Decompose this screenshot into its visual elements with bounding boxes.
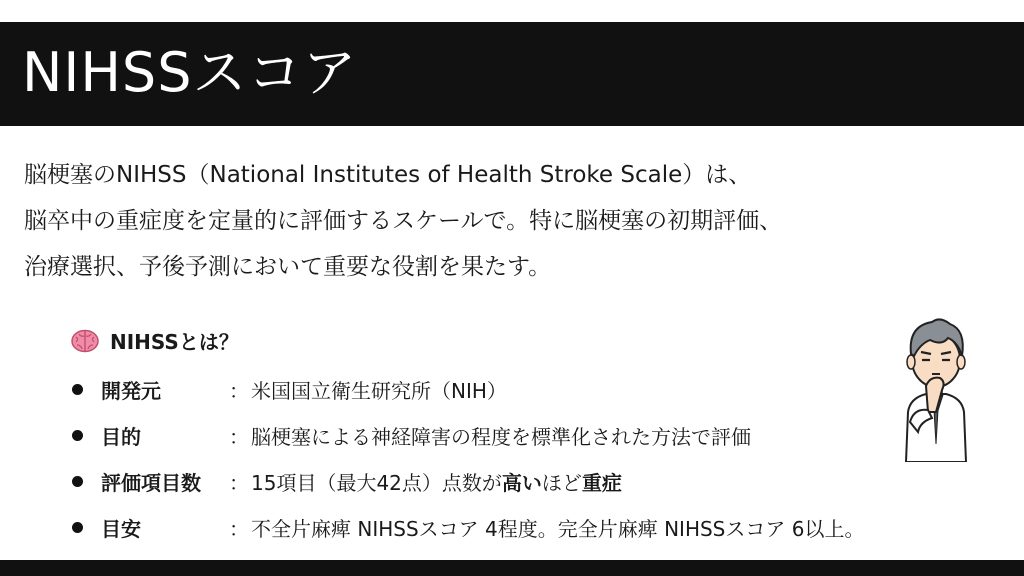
bottom-bar <box>0 560 1024 576</box>
item-label-developer: 開発元 <box>101 378 161 403</box>
info-list <box>72 366 1012 550</box>
sub-heading-text: NIHSSとは？ <box>110 330 239 354</box>
intro-line-1: 脳梗塞のNIHSS（National Institutes of Health Stroke Scale）は、 <box>24 162 752 188</box>
list-item <box>72 412 1012 458</box>
bullet-icon <box>72 430 83 441</box>
bullet-icon <box>72 476 83 487</box>
list-item <box>72 366 1012 412</box>
thinking-doctor-illustration <box>896 312 976 462</box>
item-colon: ： <box>229 516 249 541</box>
bullet-icon <box>72 522 83 533</box>
brain-icon <box>70 328 100 354</box>
item-label-purpose: 目的 <box>101 424 141 449</box>
item-colon: ： <box>229 470 249 495</box>
bullet-icon <box>72 384 83 395</box>
item-count-text-mid: ほど <box>541 470 582 495</box>
intro-paragraph <box>24 152 1004 290</box>
intro-line-3: 治療選択、予後予測において重要な役割を果たす。 <box>24 254 552 280</box>
sub-heading <box>70 326 239 355</box>
list-item <box>72 504 1012 550</box>
item-count-emphasis-high: 高い <box>501 470 542 495</box>
page-title: NIHSSスコア <box>22 41 358 104</box>
item-count-text: 15項目（最大42点）点数が <box>251 470 502 495</box>
item-value-developer: 米国国立衛生研究所（NIH） <box>251 378 507 403</box>
intro-line-2: 脳卒中の重症度を定量的に評価するスケールで。特に脳梗塞の初期評価、 <box>24 208 783 234</box>
item-colon: ： <box>229 378 249 403</box>
item-value-purpose: 脳梗塞による神経障害の程度を標準化された方法で評価 <box>251 424 751 449</box>
top-margin <box>0 0 1024 22</box>
item-value-item-count <box>251 467 622 496</box>
item-count-emphasis-severe: 重症 <box>581 470 622 495</box>
item-label-guideline: 目安 <box>101 516 141 541</box>
list-item <box>72 458 1012 504</box>
item-value-guideline: 不全片麻痺 NIHSSスコア 4程度。完全片麻痺 NIHSSスコア 6以上。 <box>251 516 865 541</box>
item-label-item-count: 評価項目数 <box>101 470 201 495</box>
item-colon: ： <box>229 424 249 449</box>
